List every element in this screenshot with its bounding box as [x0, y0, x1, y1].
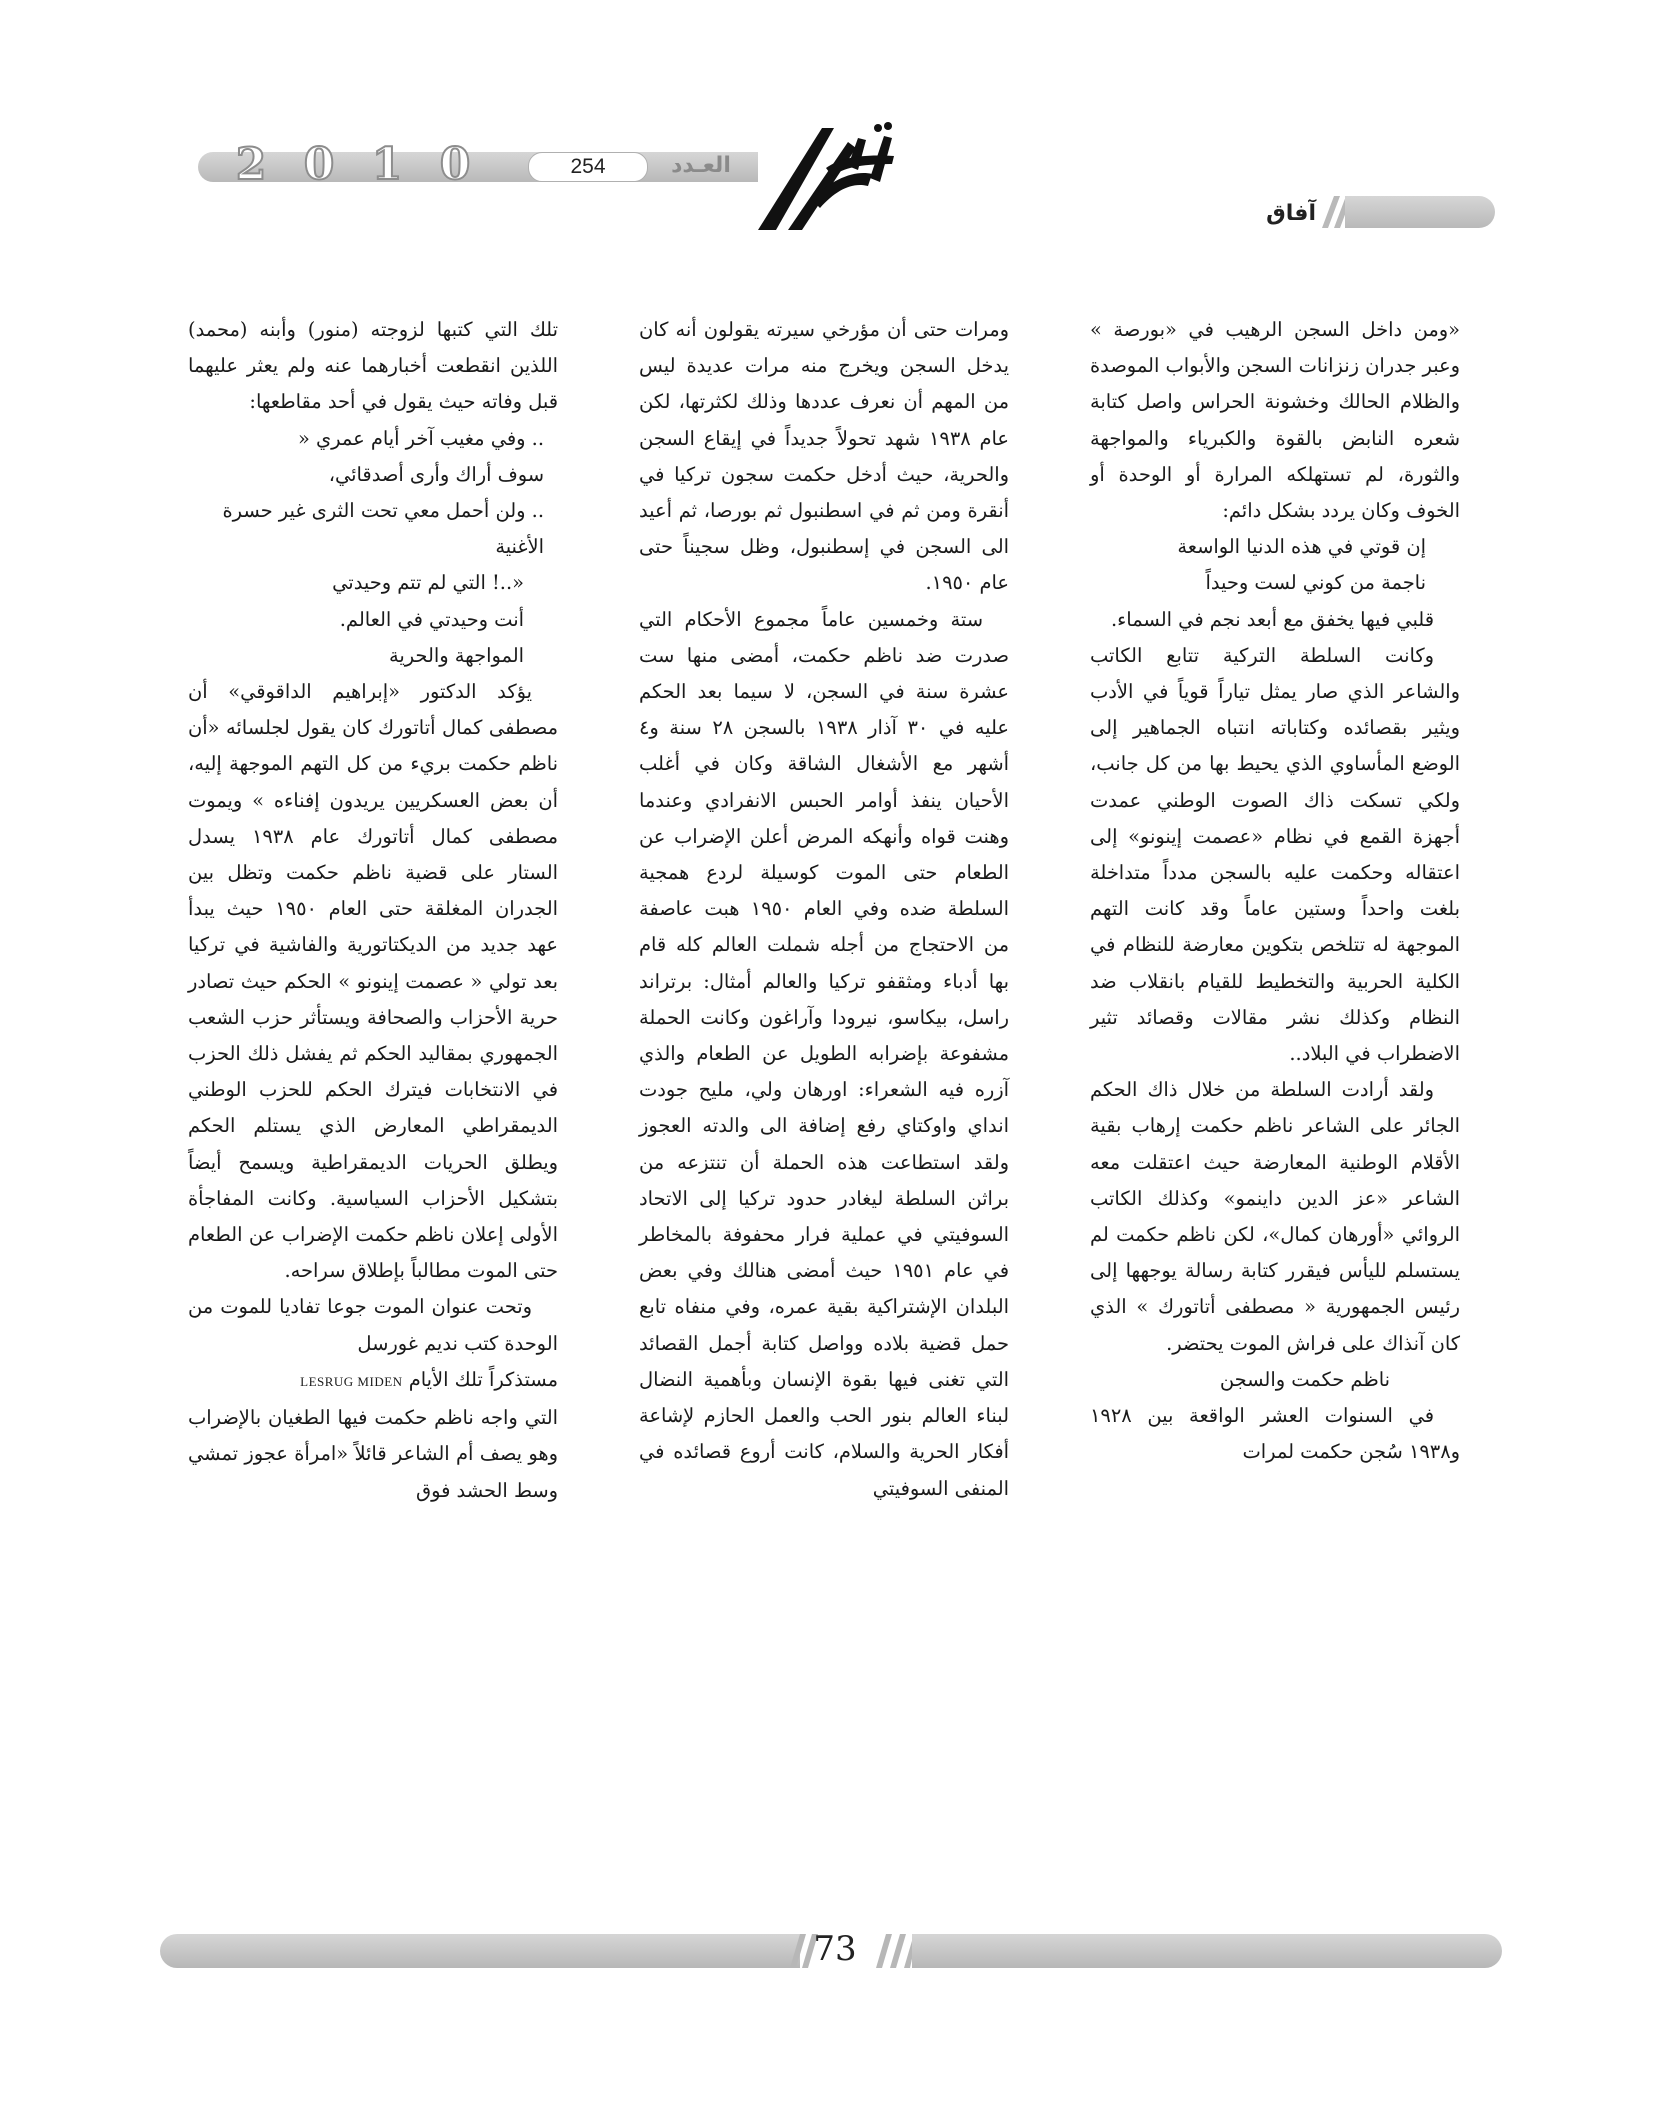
poem-line: .. ولن أحمل معي تحت الثرى غير حسرة الأغنية	[222, 499, 544, 559]
header-year	[228, 138, 478, 190]
subheading: المواجهة والحرية	[388, 643, 524, 667]
byline-start: مستذكراً تلك الأيام	[408, 1367, 558, 1391]
poem-line: أنت وحيدتي في العالم.	[339, 607, 524, 631]
page-number: 73	[813, 1929, 857, 1969]
issue-label: العـدد	[671, 153, 731, 178]
footer-bar-right	[912, 1934, 1502, 1968]
section-title: آفاق	[1266, 201, 1316, 226]
paragraph: يؤكد الدكتور «إبراهيم الداقوقي» أن مصطفى كمال أتاتورك كان يقول لجلسائه «أن ناظم حكمت بريء من كل التهم الموجهة إليه، أن بعض العسكريين يريدون إفناءه » ويموت مصطفى كمال أتاتورك عام ١٩٣٨ يسدل الستار على قضية ناظم حكمت وتظل بين الجدران المغلقة حتى العام ١٩٥٠ حيث يبدأ عهد جديد من الديكتاتورية والفاشية في تركيا بعد تولي « عصمت إينونو » الحكم حيث تصادر حرية الأحزاب والصحافة ويستأثر حزب الشعب الجمهوري بمقاليد الحكم ثم يفشل ذلك الحزب في الانتخابات فيترك الحكم للحزب الوطني الديمقراطي المعارض الذي يستلم الحكم ويطلق الحريات الديمقراطية ويسمح أيضاً بتشكيل الأحزاب السياسية. وكانت المفاجأة الأولى إعلان ناظم حكمت الإضراب عن الطعام حتى الموت مطالباً بإطلاق سراحه.	[188, 680, 558, 1283]
paragraph: وكانت السلطة التركية تتابع الكاتب والشاعر الذي صار يمثل تياراً قوياً في الأدب ويثير بقصائده وكتاباته انتباه الجماهير إلى الوضع المأساوي الذي يحيط بها من كل جانب، ولكي تسكت ذاك الصوت الوطني عمدت أجهزة القمع في نظام «عصمت إينونو» إلى اعتقاله وحكمت عليه بالسجن مدداً متداخلة بلغت واحداً وستين عاماً وقد كانت التهم الموجهة له تتلخص بتكوين معارضة للنظام في الكلية الحربية والتخطيط للقيام بانقلاب ضد النظام وكذلك نشر مقالات وقصائد تثير الاضطراب في البلاد..	[1090, 643, 1460, 1066]
article-column-middle	[639, 312, 1009, 1832]
subheading: ناظم حكمت والسجن	[1219, 1367, 1390, 1391]
poem-line: ناجمة من كوني لست وحيداً	[1205, 571, 1426, 595]
poem-line: «..! التي لم تتم وحيدتي	[332, 571, 524, 595]
byline-line	[188, 1362, 558, 1400]
year-digit: 1	[371, 138, 403, 190]
issue-number: 254	[528, 152, 648, 182]
year-digit: 0	[439, 138, 471, 190]
magazine-logo-icon	[752, 108, 902, 238]
paragraph: ولقد أرادت السلطة من خلال ذاك الحكم الجائر على الشاعر ناظم حكمت إرهاب بقية الأقلام الوطنية المعارضة حيث اعتقلت معه الشاعر «عز الدين داينمو» وكذلك الكاتب الروائي «أورهان كمال»، لكن ناظم حكمت لم يستسلم لليأس فيقرر كتابة رسالة يوجهها إلى رئيس الجمهورية « مصطفى أتاتورك » الذي كان آنذاك على فراش الموت يحتضر.	[1090, 1078, 1460, 1355]
paragraph: تلك التي كتبها لزوجته (منور) وأبنه (محمد) اللذين انقطعت أخبارهما عنه ولم يعثر عليهما قبل وفاته حيث يقول في أحد مقاطعها:	[188, 318, 558, 414]
poem-line: قلبي فيها يخفق مع أبعد نجم في السماء.	[1111, 607, 1434, 631]
poem-line: .. وفي مغيب آخر أيام عمري «	[297, 426, 544, 450]
year-digit: 2	[235, 138, 267, 190]
year-digit: 0	[303, 138, 335, 190]
footer-stripes	[870, 1934, 916, 1968]
article-column-left	[188, 312, 558, 1832]
paragraph: «ومن داخل السجن الرهيب في «بورصة » وعبر جدران زنزانات السجن والأبواب الموصدة والظلام الحالك وخشونة الحراس واصل كتابة شعره النابض بالقوة والكبرياء والمواجهة والثورة، لم تستهلكه المرارة أو الوحدة أو الخوف وكان يردد بشكل دائم:	[1090, 318, 1460, 523]
footer-bar-left	[160, 1934, 800, 1968]
paragraph: وتحت عنوان الموت جوعا تفاديا للموت من الوحدة كتب نديم غورسل	[188, 1295, 558, 1355]
poem-line: إن قوتي في هذه الدنيا الواسعة	[1177, 535, 1426, 559]
paragraph: ومرات حتى أن مؤرخي سيرته يقولون أنه كان يدخل السجن ويخرج منه مرات عديدة ليس من المهم أن نعرف عددها وذلك لكثرتها، لكن عام ١٩٣٨ شهد تحولاً جديداً في إيقاع السجن والحرية، حيث أدخل حكمت سجون تركيا في أنقرة ومن ثم في اسطنبول ثم بورصا، ثم أعيد الى السجن في إسطنبول، وظل سجيناً حتى عام ١٩٥٠.	[639, 318, 1009, 595]
paragraph: التي واجه ناظم حكمت فيها الطغيان بالإضراب وهو يصف أم الشاعر قائلاً «امرأة عجوز تمشي وسط الحشد فوق	[188, 1406, 558, 1502]
paragraph: ستة وخمسين عاماً مجموع الأحكام التي صدرت ضد ناظم حكمت، أمضى منها ست عشرة سنة في السجن، لا سيما بعد الحكم عليه في ٣٠ آذار ١٩٣٨ بالسجن ٢٨ سنة و٤ أشهر مع الأشغال الشاقة وكان في أغلب الأحيان ينفذ أوامر الحبس الانفرادي وعندما وهنت قواه وأنهكه المرض أعلن الإضراب عن الطعام حتى الموت كوسيلة لردع همجية السلطة ضده وفي العام ١٩٥٠ هبت عاصفة من الاحتجاج من أجله شملت العالم كله قام بها أدباء ومثقفو تركيا والعالم أمثال: برتراند راسل، بيكاسو، نيرودا وآراغون وكانت الحملة مشفوعة بإضرابه الطويل عن الطعام والذي آزره فيه الشعراء: اورهان ولي، مليح جودت انداي واوكتاي رفع إضافة الى والدته العجوز ولقد استطاعت هذه الحملة أن تنتزعه من براثن السلطة ليغادر حدود تركيا إلى الاتحاد السوفيتي في عملية فرار محفوفة بالمخاطر في عام ١٩٥١ حيث أمضى هنالك وفي بعض البلدان الإشتراكية بقية عمره، وفي منفاه تابع حمل قضية بلاده وواصل كتابة أجمل القصائد التي تغنى فيها بقوة الإنسان وبأهمية النضال لبناء العالم بنور الحب والعمل الحازم لإشاعة أفكار الحرية والسلام، كانت أروع قصائده في المنفى السوفيتي	[639, 607, 1010, 1500]
article-column-right	[1090, 312, 1460, 1832]
poem-line: سوف أراك وأرى أصدقائي،	[328, 462, 544, 486]
paragraph: في السنوات العشر الواقعة بين ١٩٢٨ و١٩٣٨ سُجن حكمت لمرات	[1090, 1404, 1460, 1464]
header-bar-right	[1345, 196, 1495, 228]
author-latin-name: LESRUG MIDEN	[300, 1373, 403, 1389]
